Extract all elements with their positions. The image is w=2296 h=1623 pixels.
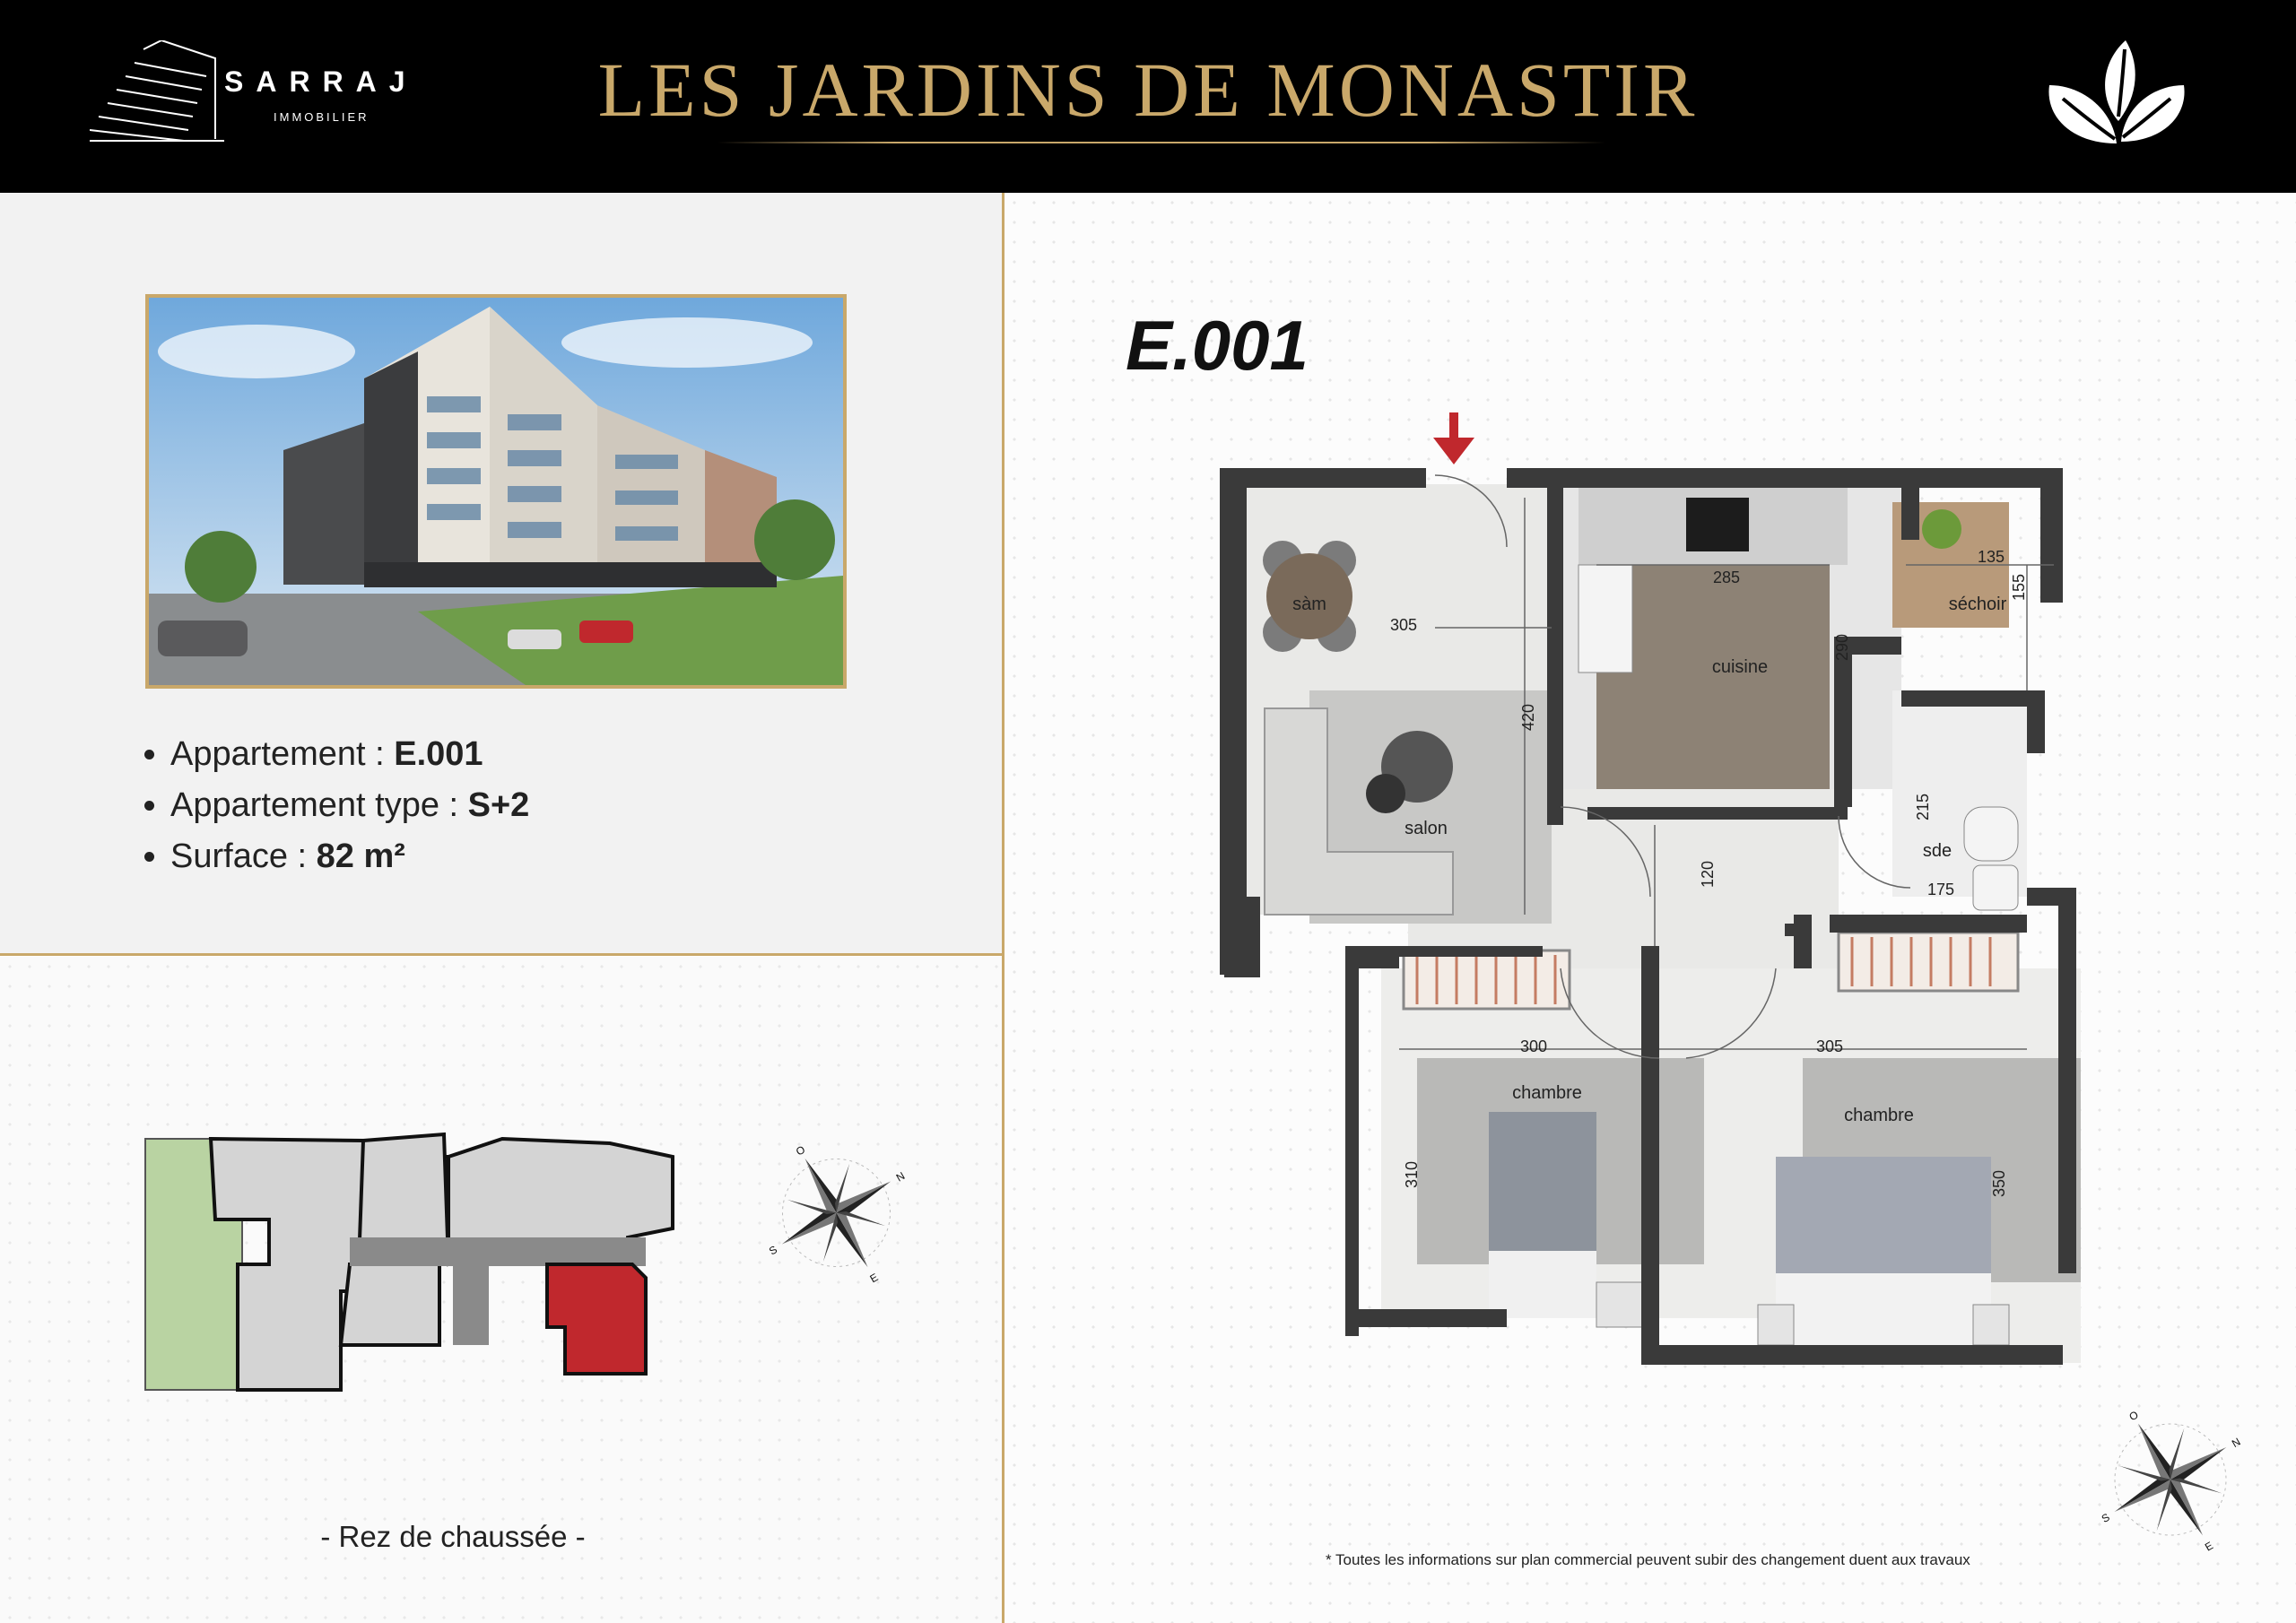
compass-rose-icon [758, 1134, 915, 1291]
svg-text:N: N [893, 1169, 908, 1185]
svg-text:O: O [2126, 1408, 2141, 1424]
toilet-icon [1964, 807, 2018, 861]
detail-type [170, 786, 852, 825]
svg-text:E: E [2203, 1539, 2215, 1554]
title-underline [718, 142, 1605, 143]
svg-text:S: S [767, 1243, 779, 1258]
corridor-south [453, 1255, 489, 1345]
wardrobe-2-icon [1839, 933, 2018, 991]
leaf-logo-icon [2036, 36, 2197, 152]
room-label-chambre-2: chambre [1844, 1106, 1914, 1125]
detail-apartment [170, 735, 852, 774]
room-label-sam: sàm [1292, 595, 1326, 614]
dim-305-sam: 305 [1389, 616, 1418, 634]
brand-subtitle: IMMOBILIER [274, 110, 370, 124]
type-value: S+2 [467, 786, 530, 824]
selected-unit [547, 1264, 646, 1374]
surface-label: Surface : [170, 838, 317, 875]
kitchen-sink-icon [1578, 565, 1632, 673]
svg-text:E: E [867, 1271, 881, 1286]
compass-rose-icon-2 [2090, 1399, 2251, 1560]
dim-290: 290 [1833, 633, 1851, 662]
dim-120: 120 [1699, 860, 1717, 889]
vertical-divider [1002, 193, 1004, 1623]
dim-305-chambre: 305 [1815, 1037, 1844, 1055]
brand-name: SARRAJ [224, 65, 418, 98]
header-bar [0, 0, 2296, 193]
svg-text:O: O [793, 1142, 808, 1159]
dim-215: 215 [1914, 793, 1932, 821]
apartment-code: E.001 [1126, 306, 1309, 385]
footnote: * Toutes les informations sur plan commercial peuvent subir des changement duent aux travaux [1326, 1551, 1970, 1568]
type-label: Appartement type : [170, 786, 468, 824]
dim-155: 155 [2010, 573, 2028, 602]
apartment-details [135, 735, 852, 889]
entrance-arrow-icon [1433, 412, 1474, 464]
dim-135: 135 [1977, 548, 2005, 566]
double-bed-icon [1758, 1157, 2009, 1345]
horizontal-divider [0, 953, 1002, 956]
detail-surface [170, 838, 852, 876]
project-title: LES JARDINS DE MONASTIR [597, 47, 1699, 133]
dim-300: 300 [1519, 1037, 1548, 1055]
room-label-sde: sde [1922, 841, 1952, 861]
site-plan [144, 1130, 718, 1399]
room-label-cuisine: cuisine [1711, 657, 1769, 677]
washbasin-icon [1973, 865, 2018, 910]
wardrobe-1-icon [1404, 950, 1570, 1009]
room-label-sechoir: séchoir [1948, 595, 2007, 614]
dim-350: 350 [1990, 1169, 2008, 1198]
surface-value: 82 m² [316, 838, 405, 875]
apartment-value: E.001 [394, 735, 483, 773]
plant-icon [1922, 509, 1961, 549]
room-label-salon: salon [1405, 819, 1448, 838]
corridor [350, 1237, 646, 1266]
svg-text:N: N [2229, 1435, 2243, 1451]
apartment-label: Appartement : [170, 735, 395, 773]
site-plan-caption: - Rez de chaussée - [320, 1520, 586, 1553]
dim-175: 175 [1926, 881, 1955, 898]
building-block-south [341, 1264, 439, 1345]
cooktop-icon [1686, 498, 1749, 551]
room-label-chambre-1: chambre [1512, 1083, 1582, 1103]
dim-310: 310 [1403, 1160, 1421, 1189]
dim-285: 285 [1712, 568, 1741, 586]
building-render-image [145, 294, 847, 689]
brand-logo [90, 40, 430, 148]
svg-text:S: S [2099, 1510, 2112, 1525]
building-logo-icon [90, 40, 224, 148]
floor-plan [1202, 412, 2099, 1417]
dim-420: 420 [1519, 703, 1537, 732]
